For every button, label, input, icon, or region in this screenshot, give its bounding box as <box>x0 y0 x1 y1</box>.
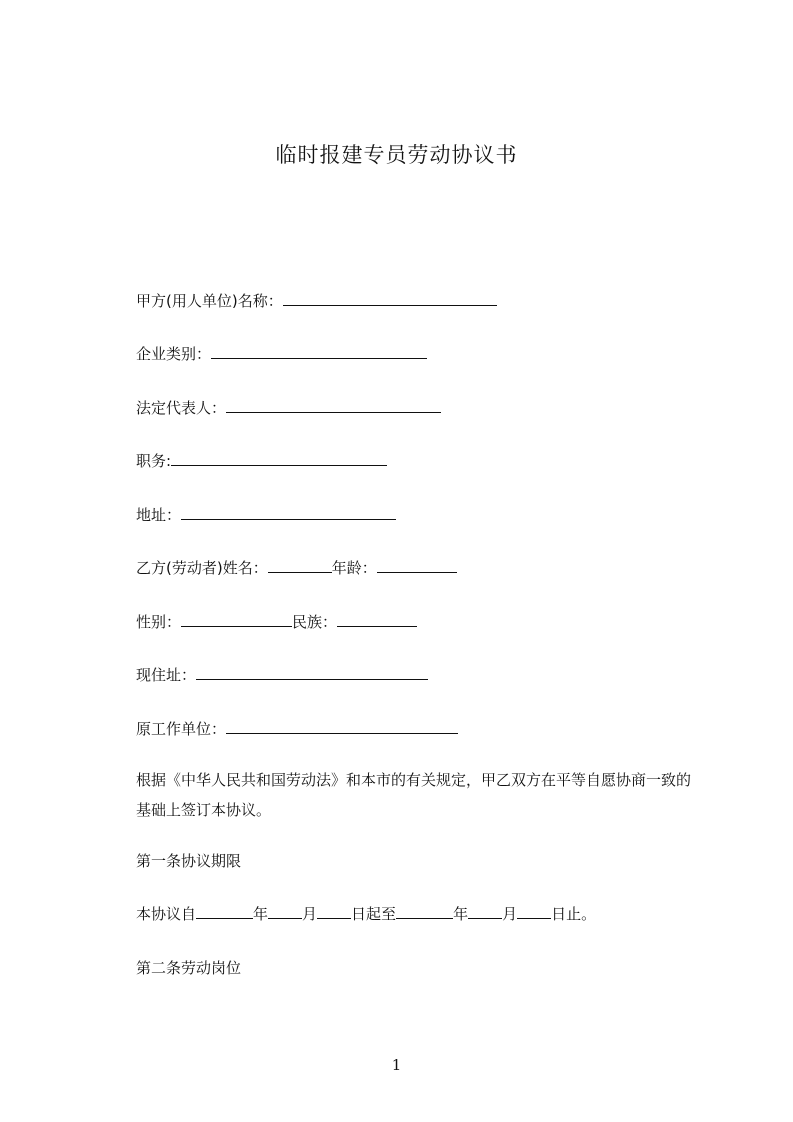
page-number: 1 <box>391 1056 402 1074</box>
party-b-name-label: 乙方(劳动者)姓名： <box>136 559 268 577</box>
enterprise-type-label: 企业类别： <box>136 345 212 363</box>
position-line <box>136 450 387 472</box>
former-employer-line <box>136 718 458 740</box>
document-title: 临时报建专员劳动协议书 <box>275 143 518 167</box>
gender-label: 性别： <box>136 613 182 631</box>
party-a-name-blank <box>283 290 497 306</box>
end-month-label: 月 <box>502 905 518 923</box>
address-line <box>136 504 396 526</box>
gender-blank <box>181 611 292 627</box>
end-month-blank <box>468 903 502 919</box>
start-month-label: 月 <box>302 905 318 923</box>
ethnicity-blank <box>337 611 417 627</box>
start-year-blank <box>196 903 253 919</box>
article2-heading: 第二条劳动岗位 <box>136 959 242 977</box>
legal-rep-label: 法定代表人： <box>136 399 227 417</box>
party-a-name-label: 甲方(用人单位)名称： <box>136 292 283 310</box>
current-address-label: 现住址： <box>136 666 197 684</box>
end-day-label: 日止。 <box>551 905 597 923</box>
party-b-name-blank <box>268 557 332 573</box>
preamble-paragraph <box>104 765 704 825</box>
age-blank <box>377 557 457 573</box>
article1-heading: 第一条协议期限 <box>136 852 242 870</box>
current-address-line <box>136 664 428 686</box>
preamble-text: 根据《中华人民共和国劳动法》和本市的有关规定，甲乙双方在平等自愿协商一致的基础上签订本协议。 <box>136 771 692 819</box>
start-day-blank <box>317 903 351 919</box>
former-employer-label: 原工作单位： <box>136 720 227 738</box>
article1-text-line <box>136 903 596 925</box>
current-address-blank <box>196 664 428 680</box>
start-month-blank <box>268 903 302 919</box>
article1-from-label: 本协议自 <box>136 905 197 923</box>
enterprise-type-blank <box>211 343 427 359</box>
end-year-blank <box>396 903 453 919</box>
party-a-name-line <box>136 290 497 312</box>
former-employer-blank <box>226 718 458 734</box>
position-label: 职务: <box>136 452 172 470</box>
party-b-line <box>136 557 457 579</box>
enterprise-type-line <box>136 343 427 365</box>
start-day-label: 日起至 <box>351 905 397 923</box>
end-year-label: 年 <box>453 905 469 923</box>
address-label: 地址： <box>136 506 182 524</box>
legal-rep-blank <box>226 397 441 413</box>
gender-line <box>136 611 417 633</box>
address-blank <box>181 504 396 520</box>
start-year-label: 年 <box>253 905 269 923</box>
age-label: 年龄： <box>331 559 377 577</box>
ethnicity-label: 民族： <box>292 613 338 631</box>
end-day-blank <box>517 903 551 919</box>
legal-rep-line <box>136 397 441 419</box>
position-blank <box>171 450 387 466</box>
